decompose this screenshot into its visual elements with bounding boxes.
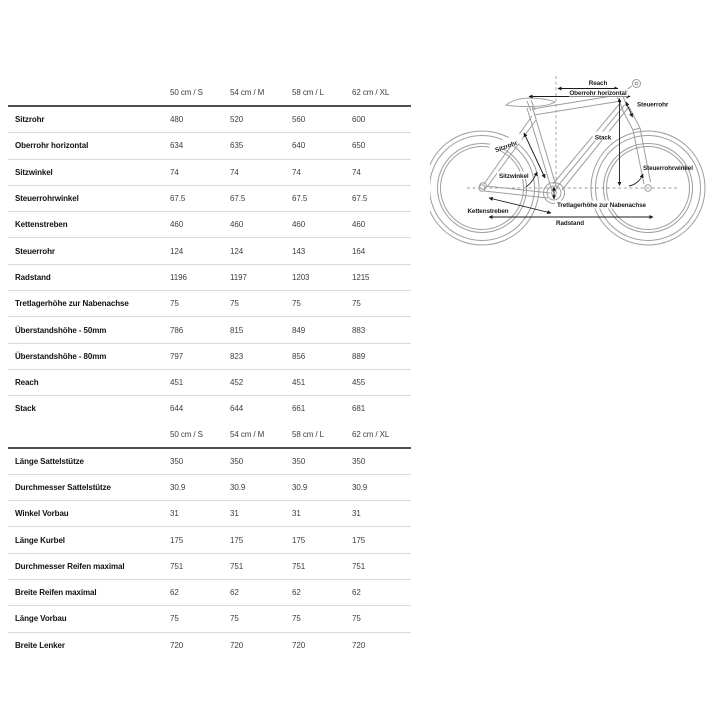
row-value: 75	[292, 614, 301, 624]
row-value: 460	[170, 220, 184, 230]
row-value: 460	[352, 220, 366, 230]
size-column-header: 58 cm / L	[292, 429, 325, 439]
row-value: 455	[352, 378, 366, 388]
dimension-arrows	[489, 89, 653, 218]
row-label: Überstandshöhe - 80mm	[15, 351, 107, 361]
row-value: 635	[230, 141, 244, 151]
row-value: 75	[352, 614, 361, 624]
row-label: Breite Reifen maximal	[15, 588, 97, 598]
row-value: 1196	[170, 272, 187, 282]
row-label: Tretlagerhöhe zur Nabenachse	[15, 299, 129, 309]
row-label: Überstandshöhe - 50mm	[15, 325, 107, 335]
row-value: 75	[230, 299, 239, 309]
row-label: Durchmesser Reifen maximal	[15, 561, 125, 571]
row-value: 751	[170, 561, 184, 571]
row-value: 815	[230, 325, 244, 335]
table-row	[8, 133, 411, 159]
row-value: 143	[292, 246, 306, 256]
table-row	[8, 580, 411, 606]
row-value: 124	[170, 246, 184, 256]
row-label: Breite Lenker	[15, 640, 65, 650]
row-value: 67.5	[230, 194, 246, 204]
row-label: Sitzrohr	[15, 115, 45, 125]
row-value: 600	[352, 115, 366, 125]
row-value: 74	[292, 167, 301, 177]
row-value: 520	[230, 115, 244, 125]
table-row	[8, 265, 411, 291]
row-value: 75	[292, 299, 301, 309]
row-label: Kettenstreben	[15, 220, 68, 230]
row-label: Durchmesser Sattelstütze	[15, 483, 111, 492]
diagram-label-steuerrohrwinkel: Steuerrohrwinkel	[643, 165, 693, 172]
row-value: 31	[352, 509, 361, 519]
geometry-rows	[8, 107, 411, 422]
geometry-table	[8, 80, 411, 658]
row-value: 849	[292, 325, 306, 335]
row-value: 175	[230, 535, 244, 545]
row-value: 30.9	[352, 483, 368, 492]
row-label: Steuerrohrwinkel	[15, 194, 79, 204]
row-value: 350	[230, 456, 244, 466]
table-row	[8, 396, 411, 421]
row-value: 175	[352, 535, 366, 545]
row-label: Winkel Vorbau	[15, 509, 69, 519]
row-value: 460	[230, 220, 244, 230]
row-value: 720	[170, 640, 184, 650]
table-row	[8, 449, 411, 475]
row-value: 62	[170, 588, 179, 598]
row-value: 75	[352, 299, 361, 309]
row-value: 62	[292, 588, 301, 598]
row-value: 74	[352, 167, 361, 177]
row-value: 74	[170, 167, 179, 177]
row-value: 661	[292, 404, 306, 414]
row-value: 451	[170, 378, 184, 388]
row-value: 644	[230, 404, 244, 414]
size-column-header: 50 cm / S	[170, 88, 203, 97]
row-value: 350	[170, 456, 184, 466]
diagram-label-oberrohr: Oberrohr horizontal	[569, 90, 627, 97]
row-value: 30.9	[292, 483, 308, 492]
size-column-header: 62 cm / XL	[352, 429, 390, 439]
row-label: Länge Kurbel	[15, 535, 65, 545]
table-row	[8, 107, 411, 133]
row-value: 1197	[230, 272, 247, 282]
table-row	[8, 527, 411, 553]
bike-geometry-diagram	[430, 60, 720, 270]
row-value: 67.5	[292, 194, 308, 204]
row-value: 1215	[352, 272, 370, 282]
row-value: 451	[292, 378, 306, 388]
size-column-header: 54 cm / M	[230, 88, 265, 97]
table-row	[8, 370, 411, 396]
row-value: 823	[230, 351, 244, 361]
row-value: 640	[292, 141, 306, 151]
row-value: 883	[352, 325, 366, 335]
row-value: 30.9	[170, 483, 186, 492]
row-value: 31	[230, 509, 239, 519]
table-row	[8, 186, 411, 212]
row-value: 67.5	[170, 194, 186, 204]
row-label: Sitzwinkel	[15, 167, 53, 177]
row-label: Radstand	[15, 272, 51, 282]
row-value: 560	[292, 115, 306, 125]
row-label: Länge Vorbau	[15, 614, 67, 624]
size-column-header: 58 cm / L	[292, 88, 325, 97]
size-column-header: 50 cm / S	[170, 429, 203, 439]
row-value: 634	[170, 141, 184, 151]
row-value: 1203	[292, 272, 310, 282]
diagram-label-sitzwinkel: Sitzwinkel	[499, 173, 529, 180]
row-value: 62	[230, 588, 239, 598]
size-header-row	[8, 80, 411, 107]
row-value: 797	[170, 351, 184, 361]
table-row	[8, 291, 411, 317]
row-value: 460	[292, 220, 306, 230]
row-value: 164	[352, 246, 366, 256]
table-row	[8, 554, 411, 580]
table-row	[8, 475, 411, 501]
row-value: 350	[292, 456, 306, 466]
table-row	[8, 238, 411, 264]
row-value: 856	[292, 351, 306, 361]
row-value: 650	[352, 141, 366, 151]
diagram-label-kettenstreben: Kettenstreben	[467, 208, 509, 215]
table-row	[8, 160, 411, 186]
row-value: 644	[170, 404, 184, 414]
component-rows	[8, 449, 411, 658]
row-value: 350	[352, 456, 366, 466]
row-value: 452	[230, 378, 244, 388]
steuerrohrwinkel-arc	[629, 174, 643, 186]
row-label: Länge Sattelstütze	[15, 456, 84, 466]
diagram-label-sitzrohr: Sitzrohr	[494, 139, 519, 155]
row-value: 31	[292, 509, 301, 519]
row-value: 681	[352, 404, 366, 414]
size-header-row-2	[8, 422, 411, 449]
diagram-label-steuerrohr: Steuerrohr	[637, 101, 669, 109]
table-row	[8, 501, 411, 527]
row-value: 720	[352, 640, 366, 650]
diagram-label-tretlagerhoehe: Tretlagerhöhe zur Nabenachse	[557, 202, 646, 209]
row-value: 786	[170, 325, 184, 335]
row-value: 30.9	[230, 483, 246, 492]
row-label: Oberrohr horizontal	[15, 141, 89, 151]
row-value: 751	[292, 561, 306, 571]
table-row	[8, 633, 411, 658]
table-row	[8, 606, 411, 632]
row-label: Reach	[15, 378, 39, 388]
row-value: 720	[292, 640, 306, 650]
row-value: 75	[170, 299, 179, 309]
diagram-labels	[467, 80, 693, 227]
row-value: 75	[170, 614, 179, 624]
row-value: 889	[352, 351, 366, 361]
row-value: 480	[170, 115, 184, 125]
table-row	[8, 344, 411, 370]
diagram-label-radstand: Radstand	[556, 220, 584, 227]
row-value: 751	[352, 561, 366, 571]
table-row	[8, 317, 411, 343]
size-column-header: 54 cm / M	[230, 429, 265, 439]
row-label: Stack	[15, 404, 36, 414]
row-value: 124	[230, 246, 244, 256]
row-value: 62	[352, 588, 361, 598]
row-value: 67.5	[352, 194, 368, 204]
size-column-header: 62 cm / XL	[352, 88, 390, 97]
row-value: 751	[230, 561, 244, 571]
table-row	[8, 212, 411, 238]
row-label: Steuerrohr	[15, 246, 55, 256]
row-value: 75	[230, 614, 239, 624]
row-value: 74	[230, 167, 239, 177]
row-value: 175	[292, 535, 306, 545]
diagram-label-stack: Stack	[594, 134, 612, 142]
row-value: 720	[230, 640, 244, 650]
diagram-label-reach: Reach	[588, 80, 608, 87]
row-value: 31	[170, 509, 179, 519]
row-value: 175	[170, 535, 184, 545]
